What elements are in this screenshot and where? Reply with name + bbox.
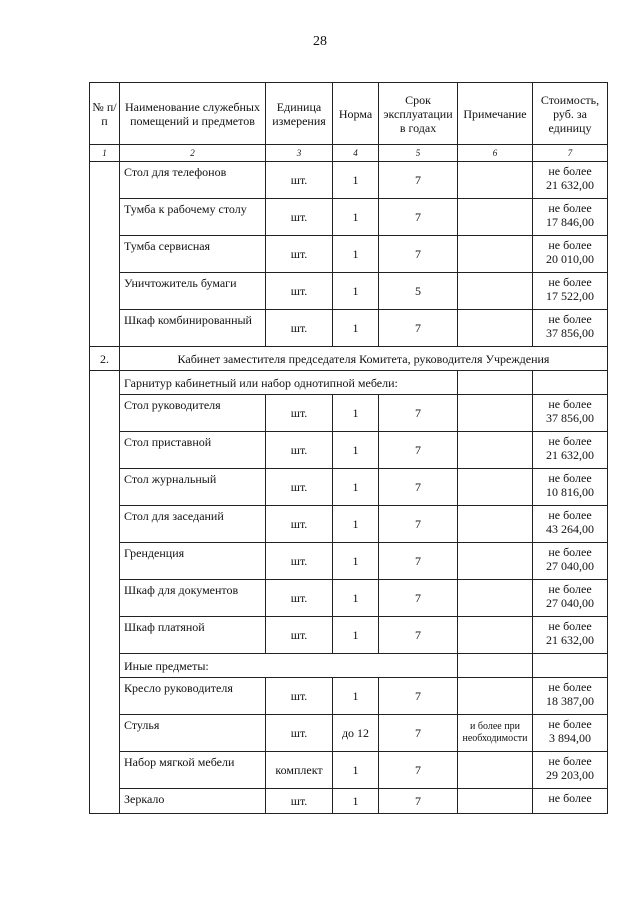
item-name: Уничтожитель бумаги bbox=[120, 273, 266, 310]
item-norm: 1 bbox=[333, 617, 379, 654]
item-note bbox=[458, 678, 533, 715]
item-note bbox=[458, 199, 533, 236]
item-name: Кресло руководителя bbox=[120, 678, 266, 715]
group-title-row bbox=[90, 371, 608, 395]
item-norm: 1 bbox=[333, 678, 379, 715]
item-note bbox=[458, 752, 533, 789]
item-unit: шт. bbox=[266, 236, 333, 273]
item-norm: 1 bbox=[333, 199, 379, 236]
item-norm: 1 bbox=[333, 432, 379, 469]
item-note bbox=[458, 432, 533, 469]
item-note bbox=[458, 273, 533, 310]
col-number: 2 bbox=[120, 145, 266, 162]
table-row bbox=[90, 432, 608, 469]
header-row bbox=[90, 83, 608, 145]
col-number: 5 bbox=[379, 145, 458, 162]
item-term: 7 bbox=[379, 789, 458, 814]
item-unit: шт. bbox=[266, 199, 333, 236]
item-unit: шт. bbox=[266, 543, 333, 580]
empty-cell bbox=[533, 371, 608, 395]
table-row bbox=[90, 715, 608, 752]
item-term: 7 bbox=[379, 715, 458, 752]
item-name: Зеркало bbox=[120, 789, 266, 814]
group-title: Гарнитур кабинетный или набор однотипной мебели: bbox=[120, 371, 458, 395]
group-title: Иные предметы: bbox=[120, 654, 458, 678]
item-norm: 1 bbox=[333, 543, 379, 580]
item-name: Гренденция bbox=[120, 543, 266, 580]
item-norm: 1 bbox=[333, 506, 379, 543]
table-row bbox=[90, 199, 608, 236]
item-term: 7 bbox=[379, 506, 458, 543]
item-term: 7 bbox=[379, 395, 458, 432]
table-row bbox=[90, 678, 608, 715]
item-cost: не более 21 632,00 bbox=[533, 432, 608, 469]
item-unit: шт. bbox=[266, 310, 333, 347]
header-num: № п/п bbox=[90, 83, 120, 145]
item-note bbox=[458, 617, 533, 654]
item-note bbox=[458, 506, 533, 543]
item-unit: шт. bbox=[266, 678, 333, 715]
item-cost: не более 37 856,00 bbox=[533, 395, 608, 432]
item-name: Стол приставной bbox=[120, 432, 266, 469]
item-unit: шт. bbox=[266, 432, 333, 469]
item-cost: не более 27 040,00 bbox=[533, 580, 608, 617]
item-term: 7 bbox=[379, 162, 458, 199]
item-norm: 1 bbox=[333, 273, 379, 310]
table-row bbox=[90, 506, 608, 543]
item-cost: не более 3 894,00 bbox=[533, 715, 608, 752]
item-term: 7 bbox=[379, 199, 458, 236]
item-term: 7 bbox=[379, 310, 458, 347]
item-note bbox=[458, 395, 533, 432]
item-unit: шт. bbox=[266, 273, 333, 310]
item-cost: не более 29 203,00 bbox=[533, 752, 608, 789]
item-name: Шкаф для документов bbox=[120, 580, 266, 617]
item-term: 7 bbox=[379, 678, 458, 715]
item-norm: 1 bbox=[333, 469, 379, 506]
item-term: 7 bbox=[379, 469, 458, 506]
item-cost: не более 10 816,00 bbox=[533, 469, 608, 506]
item-norm: 1 bbox=[333, 236, 379, 273]
table-row bbox=[90, 273, 608, 310]
table-row bbox=[90, 162, 608, 199]
table-row bbox=[90, 617, 608, 654]
item-name: Шкаф комбинированный bbox=[120, 310, 266, 347]
group-title-row bbox=[90, 654, 608, 678]
row-num-cell bbox=[90, 162, 120, 347]
item-term: 5 bbox=[379, 273, 458, 310]
item-note: и более при необходимости bbox=[458, 715, 533, 752]
col-number: 7 bbox=[533, 145, 608, 162]
item-norm: до 12 bbox=[333, 715, 379, 752]
table-row bbox=[90, 310, 608, 347]
table-row bbox=[90, 580, 608, 617]
header-note: Примечание bbox=[458, 83, 533, 145]
item-name: Шкаф платяной bbox=[120, 617, 266, 654]
item-name: Стол для телефонов bbox=[120, 162, 266, 199]
item-unit: шт. bbox=[266, 617, 333, 654]
col-number: 6 bbox=[458, 145, 533, 162]
item-cost: не более 21 632,00 bbox=[533, 617, 608, 654]
item-cost: не более 43 264,00 bbox=[533, 506, 608, 543]
item-cost: не более 17 846,00 bbox=[533, 199, 608, 236]
item-norm: 1 bbox=[333, 789, 379, 814]
item-cost: не более bbox=[533, 789, 608, 814]
empty-cell bbox=[458, 654, 533, 678]
item-unit: шт. bbox=[266, 789, 333, 814]
item-term: 7 bbox=[379, 580, 458, 617]
item-norm: 1 bbox=[333, 310, 379, 347]
item-name: Стол для заседаний bbox=[120, 506, 266, 543]
item-note bbox=[458, 469, 533, 506]
item-norm: 1 bbox=[333, 580, 379, 617]
table-row bbox=[90, 236, 608, 273]
item-name: Стол руководителя bbox=[120, 395, 266, 432]
item-cost: не более 21 632,00 bbox=[533, 162, 608, 199]
item-name: Набор мягкой мебели bbox=[120, 752, 266, 789]
item-term: 7 bbox=[379, 617, 458, 654]
item-norm: 1 bbox=[333, 162, 379, 199]
item-name: Тумба к рабочему столу bbox=[120, 199, 266, 236]
item-name: Стулья bbox=[120, 715, 266, 752]
table-row bbox=[90, 789, 608, 814]
item-name: Стол журнальный bbox=[120, 469, 266, 506]
item-norm: 1 bbox=[333, 752, 379, 789]
header-cost: Стоимость, руб. за единицу bbox=[533, 83, 608, 145]
section-number: 2. bbox=[90, 347, 120, 371]
table-row bbox=[90, 752, 608, 789]
furniture-norms-table bbox=[89, 82, 608, 814]
table-row bbox=[90, 543, 608, 580]
item-note bbox=[458, 162, 533, 199]
item-unit: шт. bbox=[266, 506, 333, 543]
item-cost: не более 18 387,00 bbox=[533, 678, 608, 715]
item-note bbox=[458, 543, 533, 580]
item-note bbox=[458, 580, 533, 617]
table-row bbox=[90, 469, 608, 506]
column-number-row bbox=[90, 145, 608, 162]
item-term: 7 bbox=[379, 752, 458, 789]
header-unit: Единица измерения bbox=[266, 83, 333, 145]
item-cost: не более 27 040,00 bbox=[533, 543, 608, 580]
item-note bbox=[458, 310, 533, 347]
empty-cell bbox=[458, 371, 533, 395]
item-term: 7 bbox=[379, 543, 458, 580]
table-row bbox=[90, 395, 608, 432]
item-unit: шт. bbox=[266, 715, 333, 752]
item-unit: шт. bbox=[266, 469, 333, 506]
item-norm: 1 bbox=[333, 395, 379, 432]
item-unit: шт. bbox=[266, 395, 333, 432]
section-title-row bbox=[90, 347, 608, 371]
empty-cell bbox=[533, 654, 608, 678]
item-unit: шт. bbox=[266, 162, 333, 199]
item-note bbox=[458, 236, 533, 273]
item-term: 7 bbox=[379, 236, 458, 273]
header-norm: Норма bbox=[333, 83, 379, 145]
col-number: 1 bbox=[90, 145, 120, 162]
page-number: 28 bbox=[313, 34, 327, 49]
item-unit: шт. bbox=[266, 580, 333, 617]
item-unit: комплект bbox=[266, 752, 333, 789]
header-name: Наименование служебных помещений и предметов bbox=[120, 83, 266, 145]
item-term: 7 bbox=[379, 432, 458, 469]
item-name: Тумба сервисная bbox=[120, 236, 266, 273]
header-term: Срок эксплуатации в годах bbox=[379, 83, 458, 145]
section-title: Кабинет заместителя председателя Комитета, руководителя Учреждения bbox=[120, 347, 608, 371]
row-num-cell bbox=[90, 371, 120, 814]
col-number: 3 bbox=[266, 145, 333, 162]
item-cost: не более 20 010,00 bbox=[533, 236, 608, 273]
item-note bbox=[458, 789, 533, 814]
col-number: 4 bbox=[333, 145, 379, 162]
item-cost: не более 17 522,00 bbox=[533, 273, 608, 310]
item-cost: не более 37 856,00 bbox=[533, 310, 608, 347]
